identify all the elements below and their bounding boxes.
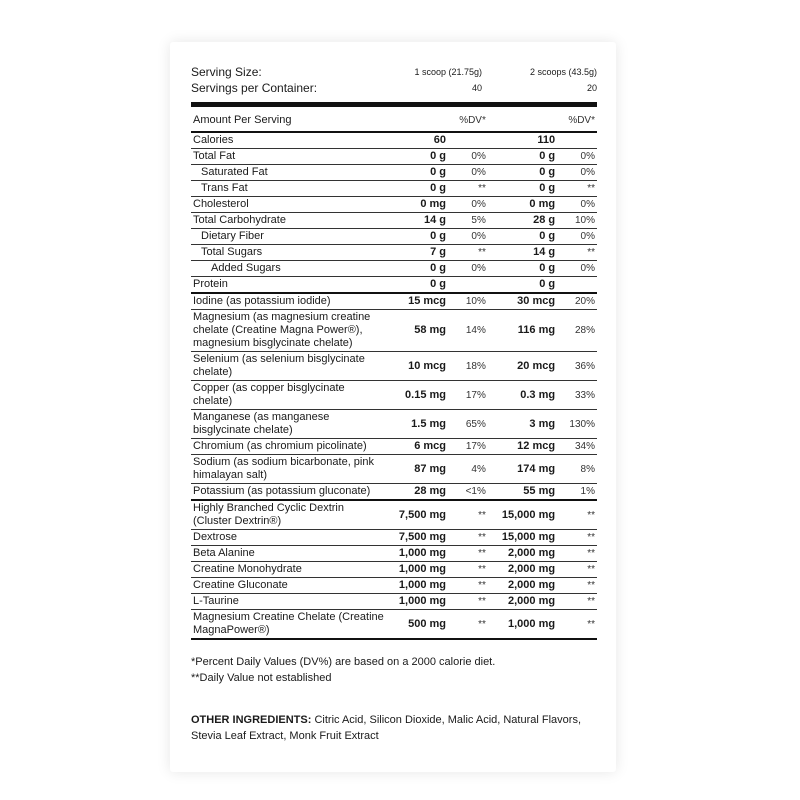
dv-1: **: [448, 594, 488, 610]
dv-2: 130%: [557, 410, 597, 439]
serving-size-label: Serving Size:: [191, 65, 262, 79]
amount-2: 15,000 mg: [488, 530, 557, 546]
nutrient-name: Total Sugars: [191, 245, 386, 261]
amount-2: 28 g: [488, 213, 557, 229]
dv-2: **: [557, 562, 597, 578]
dv-2: 10%: [557, 213, 597, 229]
amount-1: 0 g: [386, 165, 448, 181]
nutrient-row: [191, 277, 597, 294]
dv-2: 28%: [557, 310, 597, 352]
amount-2: 0 g: [488, 181, 557, 197]
nutrient-row: [191, 181, 597, 197]
amount-2: 116 mg: [488, 310, 557, 352]
amount-2: 12 mcg: [488, 439, 557, 455]
dv-2: 0%: [557, 229, 597, 245]
serving-size-row: [191, 64, 597, 80]
nutrient-name: Sodium (as sodium bicarbonate, pink himalayan salt): [191, 455, 386, 484]
nutrient-name: Creatine Monohydrate: [191, 562, 386, 578]
amount-1: 1,000 mg: [386, 594, 448, 610]
dv-2: 0%: [557, 197, 597, 213]
amount-per-serving-label: Amount Per Serving: [191, 113, 386, 132]
dv-2: 33%: [557, 381, 597, 410]
servings-per-container-row: [191, 80, 597, 96]
other-ingredients: [191, 712, 597, 744]
amount-1: 500 mg: [386, 610, 448, 640]
dv-2: [557, 132, 597, 149]
nutrient-row: [191, 381, 597, 410]
amount-2: 0 g: [488, 277, 557, 294]
amount-1: 1,000 mg: [386, 578, 448, 594]
amount-1: 0 g: [386, 261, 448, 277]
dv-1: [448, 277, 488, 294]
nutrient-row: [191, 132, 597, 149]
amount-2: 3 mg: [488, 410, 557, 439]
dv-2: 36%: [557, 352, 597, 381]
table-header-row: [191, 113, 597, 132]
amount-2: 55 mg: [488, 484, 557, 501]
nutrient-name: Protein: [191, 277, 386, 294]
amount-1: 7,500 mg: [386, 500, 448, 530]
amount-2: 0 g: [488, 165, 557, 181]
dv-1: 5%: [448, 213, 488, 229]
nutrient-row: [191, 594, 597, 610]
amount-1: 6 mcg: [386, 439, 448, 455]
dv-2: **: [557, 594, 597, 610]
nutrient-name: Highly Branched Cyclic Dextrin (Cluster Dextrin®): [191, 500, 386, 530]
nutrient-row: [191, 310, 597, 352]
nutrition-label-card: [170, 42, 616, 772]
nutrient-row: [191, 455, 597, 484]
dv-1: 10%: [448, 293, 488, 310]
dv-2: 34%: [557, 439, 597, 455]
nutrient-name: Magnesium Creatine Chelate (Creatine MagnaPower®): [191, 610, 386, 640]
dv-1: 0%: [448, 165, 488, 181]
dv-1: **: [448, 546, 488, 562]
nutrient-row: [191, 165, 597, 181]
amount-1: 1,000 mg: [386, 562, 448, 578]
amount-2: 2,000 mg: [488, 562, 557, 578]
dv-2: 0%: [557, 261, 597, 277]
amount-2: 0 g: [488, 149, 557, 165]
dv-2: 0%: [557, 165, 597, 181]
nutrient-name: Potassium (as potassium gluconate): [191, 484, 386, 501]
dv-2: **: [557, 610, 597, 640]
amount-1: 28 mg: [386, 484, 448, 501]
nutrient-row: [191, 439, 597, 455]
amount-2: 174 mg: [488, 455, 557, 484]
nutrient-name: Total Fat: [191, 149, 386, 165]
nutrient-name: Added Sugars: [191, 261, 386, 277]
amount-2: 2,000 mg: [488, 594, 557, 610]
dv-2: 0%: [557, 149, 597, 165]
nutrient-row: [191, 410, 597, 439]
amount-2: 2,000 mg: [488, 546, 557, 562]
amount-1: 15 mcg: [386, 293, 448, 310]
amount-1: 0 g: [386, 149, 448, 165]
amount-1: 60: [386, 132, 448, 149]
not-established-footnote: **Daily Value not established: [191, 672, 332, 684]
supplement-facts-panel: [191, 64, 597, 744]
nutrient-name: Calories: [191, 132, 386, 149]
nutrient-name: L-Taurine: [191, 594, 386, 610]
nutrient-row: [191, 610, 597, 640]
dv-1: **: [448, 610, 488, 640]
amount-2: 0 g: [488, 261, 557, 277]
dv-1: **: [448, 530, 488, 546]
amount-1: 7 g: [386, 245, 448, 261]
nutrient-name: Beta Alanine: [191, 546, 386, 562]
footnotes: [191, 654, 597, 686]
nutrient-row: [191, 293, 597, 310]
nutrient-row: [191, 530, 597, 546]
amount-2: 14 g: [488, 245, 557, 261]
nutrient-name: Manganese (as manganese bisglycinate chelate): [191, 410, 386, 439]
dv-1: 65%: [448, 410, 488, 439]
amount-1: 14 g: [386, 213, 448, 229]
dv-footnote: *Percent Daily Values (DV%) are based on a 2000 calorie diet.: [191, 656, 496, 668]
nutrient-row: [191, 546, 597, 562]
dv-header-1: %DV*: [448, 113, 488, 132]
dv-1: 0%: [448, 229, 488, 245]
dv-2: **: [557, 530, 597, 546]
nutrient-row: [191, 352, 597, 381]
dv-1: 0%: [448, 261, 488, 277]
amount-2: 0 mg: [488, 197, 557, 213]
nutrient-row: [191, 562, 597, 578]
nutrient-row: [191, 213, 597, 229]
nutrient-name: Copper (as copper bisglycinate chelate): [191, 381, 386, 410]
nutrient-name: Total Carbohydrate: [191, 213, 386, 229]
nutrient-name: Saturated Fat: [191, 165, 386, 181]
nutrient-row: [191, 484, 597, 501]
amount-2: 0.3 mg: [488, 381, 557, 410]
amount-1: 0 g: [386, 181, 448, 197]
nutrient-name: Dietary Fiber: [191, 229, 386, 245]
nutrient-row: [191, 229, 597, 245]
servings-2: 20: [586, 83, 597, 93]
nutrient-name: Dextrose: [191, 530, 386, 546]
amount-1: 0 g: [386, 277, 448, 294]
nutrient-row: [191, 500, 597, 530]
amount-2: 20 mcg: [488, 352, 557, 381]
amount-1: 58 mg: [386, 310, 448, 352]
dv-1: **: [448, 562, 488, 578]
dv-1: **: [448, 245, 488, 261]
dv-2: **: [557, 578, 597, 594]
dv-header-2: %DV*: [557, 113, 597, 132]
amount-1: 1.5 mg: [386, 410, 448, 439]
dv-1: 18%: [448, 352, 488, 381]
dv-2: **: [557, 546, 597, 562]
dv-1: 14%: [448, 310, 488, 352]
amount-1: 10 mcg: [386, 352, 448, 381]
other-ingredients-text: Citric Acid, Silicon Dioxide, Malic Acid, Natural Flavors, Stevia Leaf Extract, Monk Fruit Extract: [191, 714, 581, 742]
amount-1: 7,500 mg: [386, 530, 448, 546]
nutrient-name: Trans Fat: [191, 181, 386, 197]
nutrient-name: Cholesterol: [191, 197, 386, 213]
dv-1: 0%: [448, 149, 488, 165]
servings-1: 40: [471, 83, 482, 93]
dv-1: 17%: [448, 439, 488, 455]
dv-1: 17%: [448, 381, 488, 410]
amount-2: 30 mcg: [488, 293, 557, 310]
nutrient-name: Selenium (as selenium bisglycinate chelate): [191, 352, 386, 381]
amount-1: 0.15 mg: [386, 381, 448, 410]
nutrient-row: [191, 197, 597, 213]
nutrient-row: [191, 149, 597, 165]
dv-1: 4%: [448, 455, 488, 484]
thick-divider: [191, 102, 597, 107]
nutrient-row: [191, 261, 597, 277]
dv-2: 1%: [557, 484, 597, 501]
amount-2: 0 g: [488, 229, 557, 245]
amount-2: 1,000 mg: [488, 610, 557, 640]
dv-1: **: [448, 181, 488, 197]
dv-2: 8%: [557, 455, 597, 484]
nutrient-name: Magnesium (as magnesium creatine chelate (Creatine Magna Power®), magnesium bisglycinate chelate): [191, 310, 386, 352]
dv-1: [448, 132, 488, 149]
nutrient-name: Chromium (as chromium picolinate): [191, 439, 386, 455]
amount-1: 0 mg: [386, 197, 448, 213]
dv-1: 0%: [448, 197, 488, 213]
dv-2: **: [557, 500, 597, 530]
nutrient-table: [191, 113, 597, 640]
nutrient-name: Creatine Gluconate: [191, 578, 386, 594]
dv-2: 20%: [557, 293, 597, 310]
amount-1: 0 g: [386, 229, 448, 245]
dv-1: **: [448, 500, 488, 530]
serving-size-1: 1 scoop (21.75g): [414, 67, 482, 77]
dv-2: [557, 277, 597, 294]
amount-2: 2,000 mg: [488, 578, 557, 594]
serving-size-2: 2 scoops (43.5g): [529, 67, 597, 77]
nutrient-row: [191, 578, 597, 594]
amount-1: 1,000 mg: [386, 546, 448, 562]
dv-1: **: [448, 578, 488, 594]
amount-2: 15,000 mg: [488, 500, 557, 530]
dv-1: <1%: [448, 484, 488, 501]
other-ingredients-label: OTHER INGREDIENTS:: [191, 714, 312, 726]
dv-2: **: [557, 245, 597, 261]
servings-label: Servings per Container:: [191, 81, 318, 95]
amount-2: 110: [488, 132, 557, 149]
dv-2: **: [557, 181, 597, 197]
amount-1: 87 mg: [386, 455, 448, 484]
nutrient-name: Iodine (as potassium iodide): [191, 293, 386, 310]
nutrient-row: [191, 245, 597, 261]
